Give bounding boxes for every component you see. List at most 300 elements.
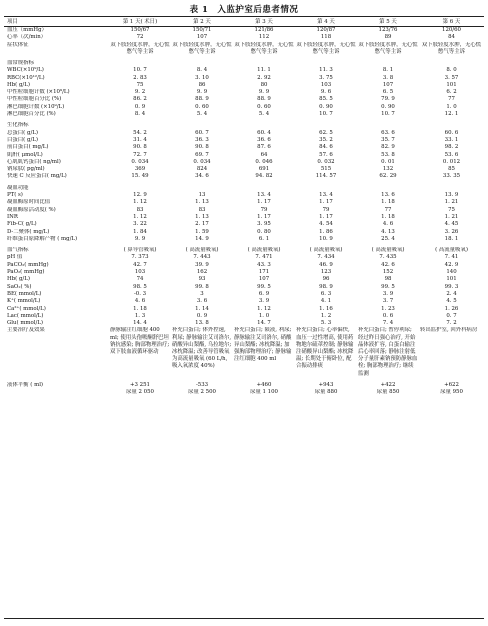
row-value: 77 bbox=[448, 96, 455, 103]
row-label: 血压（mmHg） bbox=[7, 27, 47, 33]
section-note: ( 高流量吸氧) bbox=[309, 247, 343, 254]
row-value: 114. 57 bbox=[315, 173, 337, 180]
row-value: 12. 9 bbox=[133, 192, 147, 199]
row-value: 88. 9 bbox=[195, 96, 209, 103]
data-row bbox=[4, 96, 484, 103]
row-label: 症状体征 bbox=[7, 41, 29, 48]
row-value: 64 bbox=[260, 151, 268, 158]
row-value: 120/60 bbox=[442, 27, 461, 33]
row-label: Hb( g/L) bbox=[7, 276, 30, 283]
row-value: 35. 7 bbox=[381, 136, 395, 143]
row-value: 79. 9 bbox=[381, 96, 395, 103]
row-value: 75 bbox=[448, 206, 455, 213]
row-label: Fib-C( g/L) bbox=[7, 221, 37, 228]
row-value: 1. 12 bbox=[133, 199, 147, 206]
row-value: 1. 13 bbox=[195, 213, 209, 220]
row-value: 162 bbox=[196, 269, 208, 276]
row-value: 96 bbox=[322, 276, 330, 283]
empty-cell bbox=[233, 60, 295, 67]
row-value: 63. 6 bbox=[381, 129, 395, 136]
row-value: 99. 5 bbox=[257, 283, 271, 290]
row-value: 3 bbox=[200, 290, 204, 297]
row-value: 34. 6 bbox=[195, 173, 209, 180]
urine-value: 尿量 1 100 bbox=[250, 389, 278, 396]
row-label: PaO₂( mmHg) bbox=[7, 269, 45, 276]
row-value: 0. 046 bbox=[255, 158, 273, 165]
section-note: ( 鼻导管吸氧) bbox=[123, 247, 157, 254]
fluid-value: +422 bbox=[380, 381, 396, 388]
row-value: 9. 9 bbox=[196, 89, 208, 96]
section-note: ( 高流量吸氧) bbox=[247, 247, 281, 254]
row-value: 2. 92 bbox=[257, 74, 271, 81]
row-value: 8. 4 bbox=[134, 111, 146, 118]
data-row bbox=[4, 276, 484, 283]
row-value: 53. 6 bbox=[444, 151, 459, 158]
vital-row bbox=[4, 34, 484, 41]
row-value: 10. 7 bbox=[133, 67, 147, 74]
row-value: 3. 8 bbox=[382, 74, 394, 81]
row-value: 1. 26 bbox=[444, 305, 459, 312]
row-label: 前白蛋白( mg/L) bbox=[7, 144, 49, 151]
row-value: 42. 6 bbox=[381, 261, 395, 268]
row-value: 98. 2 bbox=[444, 144, 459, 151]
row-value: 1. 3 bbox=[134, 312, 146, 319]
row-value: 1. 2 bbox=[320, 312, 332, 319]
row-value: 4. 13 bbox=[381, 228, 395, 235]
row-value: 1. 14 bbox=[195, 305, 209, 312]
empty-cell bbox=[295, 60, 357, 67]
row-value: 6. 2 bbox=[446, 89, 457, 96]
row-label: 淋巴细胞计数 (×10⁹/L) bbox=[7, 103, 65, 110]
row-value: 10. 7 bbox=[381, 111, 395, 118]
row-value: 53. 8 bbox=[381, 151, 395, 158]
data-row bbox=[4, 104, 484, 111]
data-row bbox=[4, 89, 484, 96]
row-label: 心率（次/min） bbox=[7, 34, 47, 41]
row-value: 79 bbox=[322, 206, 330, 213]
row-value: 4. 1 bbox=[320, 298, 332, 305]
row-value: 13. 6 bbox=[381, 192, 395, 199]
urine-value: 尿量 2 500 bbox=[188, 389, 216, 396]
header-day: 第 1 天( 术日) bbox=[109, 18, 171, 27]
data-row bbox=[4, 75, 484, 82]
empty-cell bbox=[171, 185, 233, 192]
row-value: 85 bbox=[448, 166, 455, 173]
row-value: 107 bbox=[258, 276, 270, 283]
row-value: 5. 4 bbox=[258, 111, 270, 118]
row-value: 36. 6 bbox=[257, 136, 271, 143]
row-value: 0. 9 bbox=[134, 103, 146, 110]
row-value: 36. 3 bbox=[195, 136, 209, 143]
data-row bbox=[4, 82, 484, 89]
row-value: 691 bbox=[258, 166, 270, 173]
row-label: D-二聚体( mg/L) bbox=[7, 228, 50, 235]
row-value: 8. 1 bbox=[382, 67, 394, 74]
row-label: K⁺( mmol/L) bbox=[7, 298, 41, 305]
data-row bbox=[4, 284, 484, 291]
row-value: 171 bbox=[258, 269, 270, 276]
row-value: 3. 7 bbox=[382, 298, 394, 305]
row-value: 85. 5 bbox=[319, 96, 333, 103]
row-value: 12. 1 bbox=[444, 111, 459, 118]
row-label: Hb( g/L) bbox=[7, 81, 30, 88]
row-value: 1. 18 bbox=[133, 305, 147, 312]
treatment-text: 补充白蛋白; 限液, 利尿; 静脉输注艾司洛尔, 硝酸异山梨酯; 冰枕降温; 加强胸部物理治疗; 静脉输注红细胞 400 ml bbox=[234, 327, 292, 363]
data-row bbox=[4, 159, 484, 166]
row-value: 3. 9 bbox=[258, 298, 270, 305]
row-value: 1. 17 bbox=[319, 199, 333, 206]
urine-value: 尿量 850 bbox=[376, 389, 400, 396]
row-label: PaCO₂( mmHg) bbox=[7, 261, 49, 268]
row-label: 凝血酶原时间比值 bbox=[7, 199, 51, 206]
row-value: 103 bbox=[134, 269, 146, 276]
data-row bbox=[4, 214, 484, 221]
row-value: 8. 0 bbox=[446, 67, 457, 74]
fluid-balance-row bbox=[4, 382, 484, 389]
empty-cell bbox=[357, 60, 419, 67]
row-label: 纤维蛋白原降解产物 ( mg/L) bbox=[7, 235, 78, 242]
row-value: 0. 7 bbox=[446, 312, 457, 319]
row-value: 3. 95 bbox=[257, 221, 271, 228]
data-row bbox=[4, 313, 484, 320]
row-value: 9. 9 bbox=[134, 235, 146, 242]
section-title: 血气指标 bbox=[7, 247, 29, 254]
row-value: 0. 9 bbox=[196, 312, 208, 319]
row-value: 54. 2 bbox=[133, 129, 147, 136]
row-value: 13. 8 bbox=[195, 320, 209, 327]
row-value: 6. 3 bbox=[320, 290, 332, 297]
row-value: 150/67 bbox=[130, 27, 150, 33]
row-value: 7. 41 bbox=[444, 254, 459, 261]
row-value: 1. 13 bbox=[195, 199, 209, 206]
row-value: 60. 6 bbox=[444, 129, 459, 136]
data-row bbox=[4, 67, 484, 74]
empty-cell bbox=[233, 122, 295, 129]
top-rule bbox=[4, 16, 484, 17]
row-value: 7. 4 bbox=[382, 320, 394, 327]
row-value: 0. 80 bbox=[257, 228, 271, 235]
row-value: 13 bbox=[198, 192, 206, 199]
row-value: 5. 3 bbox=[320, 320, 332, 327]
row-label: BE( mmol/L) bbox=[7, 290, 42, 297]
row-value: 120/87 bbox=[316, 27, 336, 33]
row-value: 98 bbox=[384, 276, 392, 283]
row-value: 824 bbox=[196, 166, 208, 173]
row-value: 2. 17 bbox=[195, 221, 209, 228]
data-row bbox=[4, 130, 484, 137]
row-value: 77 bbox=[384, 206, 392, 213]
row-value: 3. 22 bbox=[133, 221, 147, 228]
table-body bbox=[4, 18, 484, 396]
row-value: 7. 434 bbox=[317, 254, 335, 261]
treatment-text: 补充白蛋白; 心率偏快, 血压一过性增高, 使用药物地尔硫䓬控制; 静脉输注硝酸异山梨酯; 冰枕降温; 长期处于俯卧位, 配合振动排痰 bbox=[296, 327, 354, 370]
empty-cell bbox=[109, 60, 171, 67]
row-value: 93 bbox=[198, 276, 206, 283]
empty-cell bbox=[419, 185, 484, 192]
header-day: 第 2 天 bbox=[171, 18, 233, 27]
section-title-row bbox=[4, 60, 484, 67]
treatment-text: 静脉输注红细胞 400 ml; 使用头孢哌酮舒巴坦钠抗感染; 胸部物理治疗; 双下肢血液循环驱动 bbox=[110, 327, 170, 355]
table-title: 表 1 入监护室后患者情况 bbox=[189, 5, 299, 15]
row-value: 11. 1 bbox=[257, 67, 271, 74]
fluid-value: +943 bbox=[318, 381, 334, 388]
row-value: 46. 9 bbox=[319, 261, 333, 268]
row-value: 62. 5 bbox=[319, 129, 333, 136]
data-row bbox=[4, 306, 484, 313]
empty-cell bbox=[295, 122, 357, 129]
row-value: 112 bbox=[258, 34, 270, 41]
row-value: 74 bbox=[136, 276, 144, 283]
data-row bbox=[4, 207, 484, 214]
row-value: 3. 75 bbox=[319, 74, 333, 81]
row-label: Lac( mmol/L) bbox=[7, 312, 44, 319]
row-label: 白蛋白( g/L) bbox=[7, 136, 38, 143]
row-label: 肌酐( μmol/L) bbox=[7, 151, 43, 158]
row-value: 0. 6 bbox=[382, 312, 394, 319]
data-row bbox=[4, 137, 484, 144]
bottom-rule bbox=[4, 618, 484, 619]
row-value: 369 bbox=[134, 166, 146, 173]
header-item: 项目 bbox=[4, 18, 109, 27]
section-note: ( 高流量吸氧) bbox=[371, 247, 405, 254]
row-value: 152 bbox=[382, 269, 394, 276]
row-value: 33. 35 bbox=[442, 173, 461, 180]
data-row bbox=[4, 291, 484, 298]
symptom-text: 双下肢轻度水肿，无心慌憋气等主诉 bbox=[358, 41, 418, 55]
vital-row bbox=[4, 27, 484, 35]
row-value: 1. 21 bbox=[444, 213, 459, 220]
treatment-text: 补充白蛋白; 暂停利尿; 经过昨日强心治疗, 开始晶体液扩容, 白蛋白输注后心率回落; 静脉注射低分子量肝素钠预防静脉血栓; 胸部物理治疗; 继续监测 bbox=[358, 327, 418, 377]
data-row bbox=[4, 254, 484, 261]
row-value: 42. 9 bbox=[444, 261, 459, 268]
row-value: 14. 9 bbox=[195, 235, 209, 242]
data-row bbox=[4, 262, 484, 269]
row-value: 13. 4 bbox=[319, 192, 333, 199]
row-value: 1. 12 bbox=[257, 305, 271, 312]
row-value: 0. 032 bbox=[317, 158, 335, 165]
treatment-text: 转出监护室, 回外科病房 bbox=[420, 327, 478, 334]
row-value: 72. 7 bbox=[133, 151, 147, 158]
data-row bbox=[4, 199, 484, 206]
row-value: 0. 90 bbox=[381, 103, 395, 110]
data-row bbox=[4, 166, 484, 173]
table-header-row bbox=[4, 18, 484, 27]
row-value: 1. 16 bbox=[319, 305, 333, 312]
row-value: -0. 3 bbox=[133, 290, 147, 297]
row-label: 快速 C 反应蛋白( mg/L) bbox=[7, 173, 67, 180]
urine-row bbox=[4, 389, 484, 396]
row-value: 9. 9 bbox=[258, 89, 270, 96]
row-value: 13. 9 bbox=[444, 192, 459, 199]
row-value: 0. 012 bbox=[442, 158, 461, 165]
row-value: 1. 84 bbox=[133, 228, 147, 235]
row-value: 1. 23 bbox=[381, 305, 395, 312]
row-value: 60. 4 bbox=[257, 129, 271, 136]
row-value: 140 bbox=[446, 269, 457, 276]
row-value: 515 bbox=[320, 166, 332, 173]
symptom-text: 双下肢轻度水肿，无心慌憋气等主诉 bbox=[110, 41, 170, 55]
row-value: 7. 435 bbox=[379, 254, 397, 261]
row-value: 60. 7 bbox=[195, 129, 209, 136]
row-value: 0. 60 bbox=[257, 103, 271, 110]
row-value: 13. 4 bbox=[257, 192, 271, 199]
row-label: pH 值 bbox=[7, 254, 23, 261]
empty-cell bbox=[419, 122, 484, 129]
row-value: 14. 7 bbox=[257, 320, 271, 327]
row-value: 9. 2 bbox=[134, 89, 146, 96]
data-row bbox=[4, 192, 484, 199]
row-label: SaO₂( %) bbox=[7, 283, 32, 290]
row-value: 4. 6 bbox=[134, 298, 146, 305]
data-row bbox=[4, 269, 484, 276]
urine-value: 尿量 880 bbox=[314, 389, 338, 396]
row-value: 123 bbox=[320, 269, 332, 276]
row-value: 88. 9 bbox=[257, 96, 271, 103]
row-value: 43. 3 bbox=[257, 261, 271, 268]
data-row bbox=[4, 236, 484, 243]
data-row bbox=[4, 173, 484, 180]
row-value: 3. 9 bbox=[382, 290, 394, 297]
row-value: 1. 17 bbox=[257, 213, 271, 220]
row-value: 86 bbox=[198, 81, 206, 88]
urine-value: 尿量 950 bbox=[440, 389, 463, 396]
empty-cell bbox=[171, 60, 233, 67]
row-value: 0. 034 bbox=[131, 158, 149, 165]
row-value: 123/76 bbox=[378, 27, 398, 33]
row-value: 2. 83 bbox=[133, 74, 147, 81]
fluid-value: +3 251 bbox=[130, 381, 150, 388]
section-title-row bbox=[4, 122, 484, 129]
row-value: 42. 7 bbox=[133, 261, 147, 268]
treatment-row bbox=[4, 327, 484, 377]
urine-value: 尿量 2 050 bbox=[126, 389, 154, 396]
row-label: 凝血酶原活动度( %) bbox=[7, 206, 56, 213]
row-value: 1. 17 bbox=[257, 199, 271, 206]
row-value: 11. 3 bbox=[319, 67, 333, 74]
row-label: RBC(×10¹²/L) bbox=[7, 74, 45, 81]
row-value: 1. 18 bbox=[381, 213, 395, 220]
row-value: 90. 8 bbox=[195, 144, 209, 151]
header-day: 第 4 天 bbox=[295, 18, 357, 27]
row-value: 7. 443 bbox=[193, 254, 211, 261]
data-row bbox=[4, 152, 484, 159]
row-value: 15. 49 bbox=[131, 173, 149, 180]
row-value: 0. 034 bbox=[193, 158, 211, 165]
row-value: 9. 6 bbox=[320, 89, 332, 96]
row-label: 主要治疗及效果 bbox=[7, 327, 45, 334]
treatment-text: 补充白蛋白; 体外控速, 利尿; 静脉输注艾司洛尔, 硝酸异山梨酯, 乌拉地尔; 冰枕降温; 改善导管吸氧为高流量吸氧 (60 L/h, 吸入氧浓度 40%) bbox=[172, 327, 232, 370]
row-label: WBC(×10⁹/L) bbox=[7, 67, 44, 74]
header-day: 第 3 天 bbox=[233, 18, 295, 27]
row-value: 107 bbox=[196, 34, 208, 41]
row-value: 99. 5 bbox=[381, 283, 395, 290]
data-row bbox=[4, 144, 484, 151]
row-value: 1. 86 bbox=[319, 228, 333, 235]
empty-cell bbox=[357, 122, 419, 129]
row-label: 中性粒细胞计数 (×10⁹/L) bbox=[7, 89, 70, 96]
data-row bbox=[4, 320, 484, 327]
section-title: 凝血功能 bbox=[7, 184, 29, 191]
row-value: 4. 54 bbox=[319, 221, 333, 228]
row-label: Ca²⁺( mmol/L) bbox=[7, 305, 46, 312]
row-value: 7. 373 bbox=[131, 254, 149, 261]
row-value: 83 bbox=[198, 206, 206, 213]
row-value: 87. 6 bbox=[257, 144, 271, 151]
row-value: 3. 57 bbox=[444, 74, 459, 81]
empty-cell bbox=[171, 122, 233, 129]
symptom-text: 双下肢轻度水肿，无心慌憋气等主诉 bbox=[172, 41, 232, 55]
row-value: 1. 59 bbox=[195, 228, 209, 235]
row-value: 99. 3 bbox=[444, 283, 459, 290]
fluid-value: -533 bbox=[195, 381, 209, 388]
header-day: 第 6 天 bbox=[419, 18, 484, 27]
row-value: 132 bbox=[382, 166, 394, 173]
data-row bbox=[4, 298, 484, 305]
row-value: 8. 4 bbox=[196, 67, 208, 74]
row-value: 75 bbox=[136, 81, 144, 88]
data-row bbox=[4, 229, 484, 236]
row-value: 103 bbox=[320, 81, 332, 88]
row-label: 淋巴细胞百分比 (%) bbox=[7, 111, 56, 118]
row-value: 101 bbox=[446, 276, 457, 283]
row-value: 25. 4 bbox=[381, 235, 395, 242]
row-label: 心肌肌钙蛋白( ng/ml) bbox=[7, 158, 61, 165]
row-value: 10. 9 bbox=[319, 235, 333, 242]
row-value: 86. 2 bbox=[133, 96, 147, 103]
row-value: 7. 471 bbox=[255, 254, 273, 261]
data-row bbox=[4, 111, 484, 118]
row-value: 98. 9 bbox=[319, 283, 333, 290]
section-note: ( 高流量吸氧) bbox=[185, 247, 219, 254]
row-value: 6. 9 bbox=[258, 290, 270, 297]
row-value: 18. 1 bbox=[444, 235, 459, 242]
row-value: 57. 6 bbox=[319, 151, 333, 158]
symptom-text: 双下肢轻度水肿，无心慌憋气等主诉 bbox=[234, 41, 294, 55]
empty-cell bbox=[4, 389, 109, 396]
section-title: 生化指标 bbox=[7, 122, 29, 129]
row-value: 0. 01 bbox=[381, 158, 395, 165]
header-day: 第 5 天 bbox=[357, 18, 419, 27]
row-value: 90. 8 bbox=[133, 144, 147, 151]
row-value: 99. 8 bbox=[195, 283, 209, 290]
fluid-value: +460 bbox=[256, 381, 272, 388]
symptom-text: 双下肢轻度水肿，无心慌憋气等主诉 bbox=[296, 41, 356, 55]
section-title-row bbox=[4, 185, 484, 192]
row-label: 中性粒细胞百分比 (%) bbox=[7, 96, 62, 103]
row-value: 80 bbox=[260, 81, 268, 88]
empty-cell bbox=[109, 185, 171, 192]
row-value: 4. 45 bbox=[444, 221, 459, 228]
row-value: 2. 4 bbox=[446, 290, 457, 297]
row-value: 1. 18 bbox=[381, 199, 395, 206]
row-value: 84 bbox=[448, 34, 455, 41]
row-value: 72 bbox=[136, 34, 144, 41]
row-value: 3. 26 bbox=[444, 228, 459, 235]
row-value: 150/71 bbox=[192, 27, 212, 33]
row-value: 1. 21 bbox=[444, 199, 459, 206]
section-title: 血常规指标 bbox=[7, 60, 34, 66]
row-value: 69. 7 bbox=[195, 151, 209, 158]
row-value: 1. 17 bbox=[319, 213, 333, 220]
row-value: 121/86 bbox=[254, 27, 274, 33]
row-value: 6. 5 bbox=[382, 89, 394, 96]
row-value: 31. 4 bbox=[133, 136, 147, 143]
row-value: 79 bbox=[260, 206, 268, 213]
row-value: 14. 4 bbox=[133, 320, 147, 327]
row-value: 94. 82 bbox=[255, 173, 273, 180]
row-value: 3. 10 bbox=[195, 74, 209, 81]
row-label: 总蛋白( g/L) bbox=[7, 129, 38, 136]
